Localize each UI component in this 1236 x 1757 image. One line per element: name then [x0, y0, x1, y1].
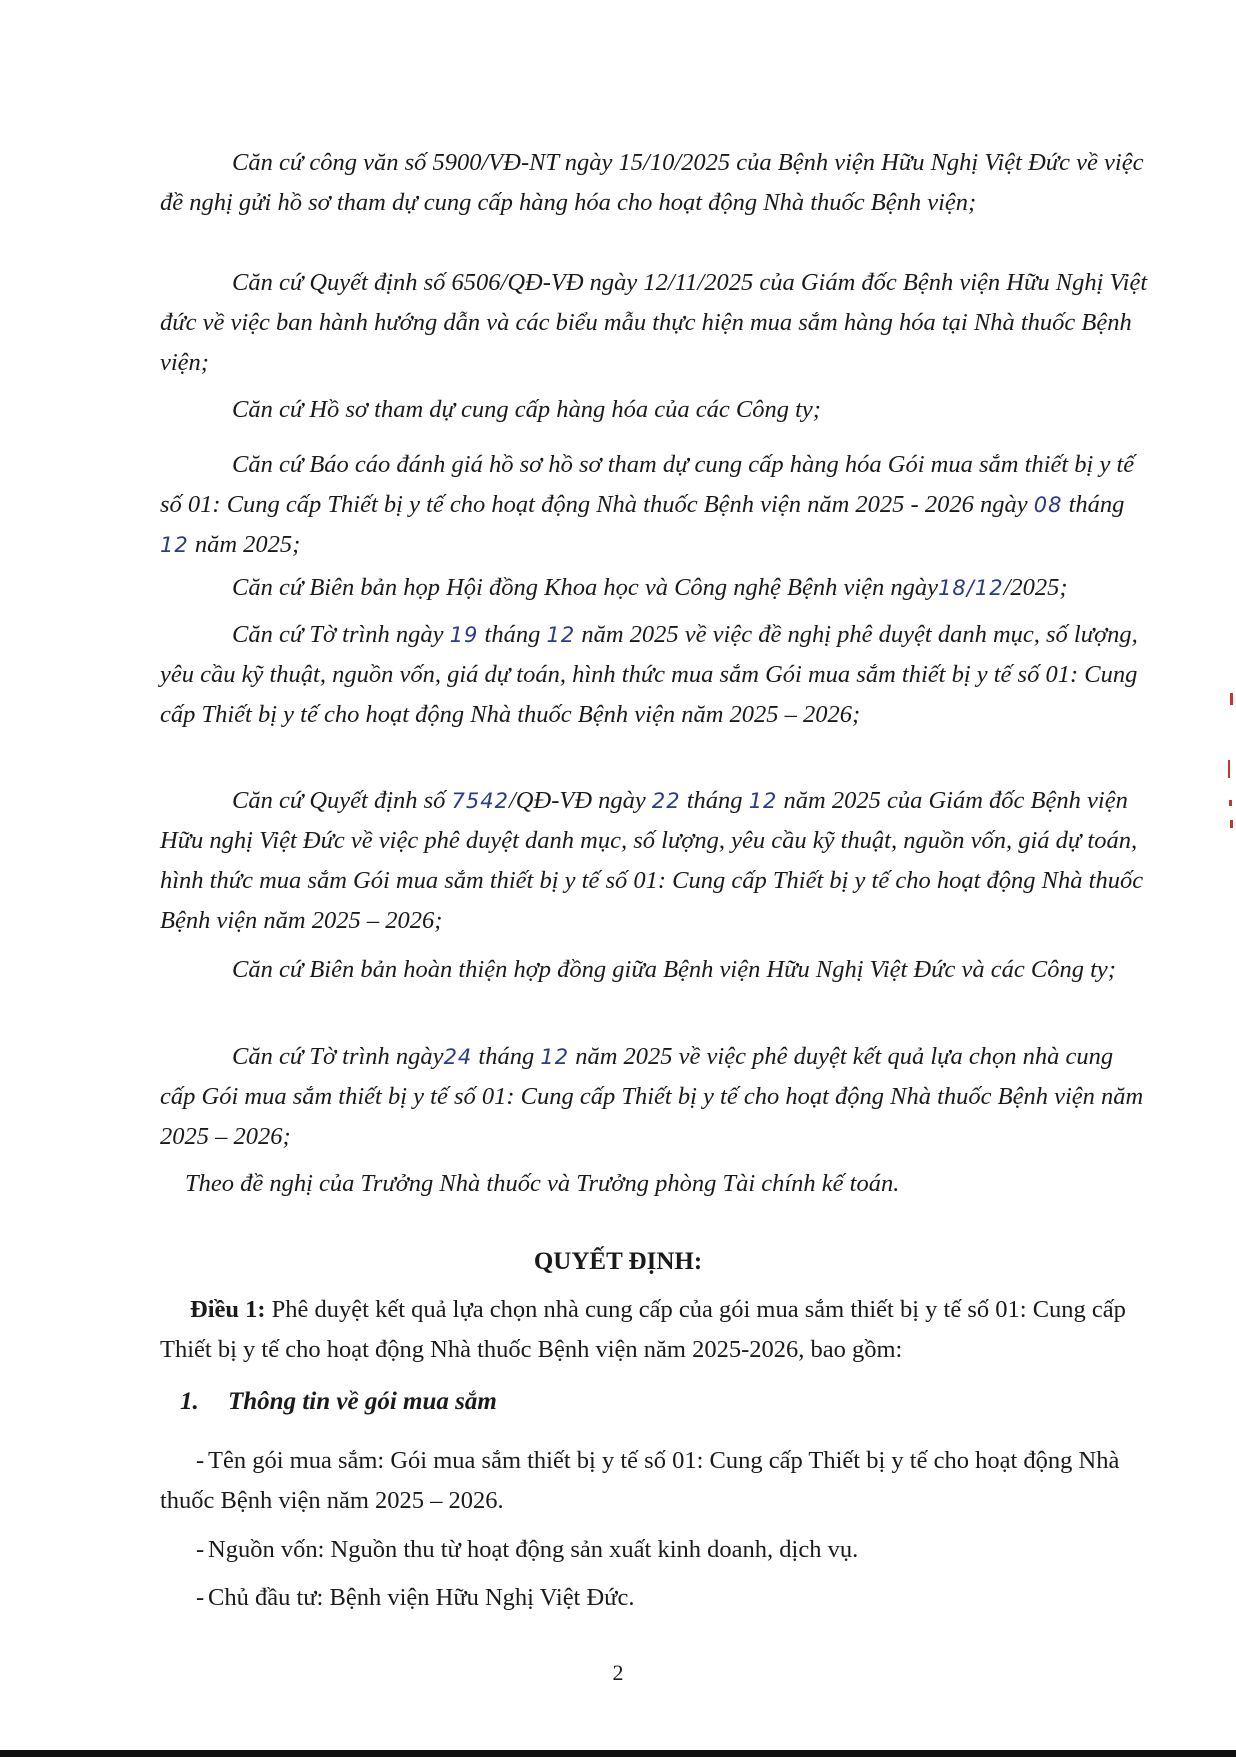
paragraph-text: tháng — [680, 787, 749, 814]
page-number: 2 — [612, 1660, 624, 1685]
paragraph-quyet-dinh-7542 — [160, 781, 1150, 941]
paragraph-bien-ban-hop — [160, 568, 1150, 608]
stamp-edge-mark — [1230, 820, 1233, 828]
paragraph-text: năm 2025; — [188, 531, 301, 558]
handwritten-month: 12 — [748, 789, 778, 813]
handwritten-date: 18/12 — [938, 576, 1004, 600]
handwritten-number: 7542 — [451, 789, 509, 813]
paragraph-hoan-thien-hop-dong — [160, 950, 1150, 990]
handwritten-day: 19 — [449, 623, 479, 647]
bullet-item — [160, 1578, 1150, 1618]
bullet-dash: - — [196, 1447, 205, 1474]
article-1 — [160, 1290, 1150, 1370]
handwritten-month: 12 — [160, 533, 189, 557]
handwritten-month: 12 — [540, 1045, 570, 1069]
paragraph-text: Căn cứ Tờ trình ngày — [232, 621, 450, 648]
paragraph-text: /2025; — [1003, 574, 1068, 601]
paragraph-text: Căn cứ Biên bản họp Hội đồng Khoa học và Công nghệ Bệnh viện ngày — [232, 574, 939, 601]
paragraph-bao-cao — [160, 445, 1150, 565]
paragraph-text: năm 2025 của Giám đốc Bệnh viện Hữu nghị Việt Đức về việc phê duyệt danh mục, số lượng, yêu cầu kỹ thuật, nguồn vốn, giá dự toán, hình thức mua sắm Gói mua sắm thiết bị y tế số 01: Cung cấp Thiết bị y tế cho hoạt động Nhà thuốc Bệnh viện năm 2025 – 2026; — [160, 787, 1144, 934]
paragraph-text: Căn cứ công văn số 5900/VĐ-NT ngày 15/10/2025 của Bệnh viện Hữu Nghị Việt Đức về việc đề nghị gửi hồ sơ tham dự cung cấp hàng hóa cho hoạt động Nhà thuốc Bệnh viện; — [160, 149, 1144, 216]
paragraph-text: Căn cứ Hồ sơ tham dự cung cấp hàng hóa của các Công ty; — [232, 396, 821, 423]
decision-heading: QUYẾT ĐỊNH: — [533, 1248, 703, 1275]
paragraph-text: tháng — [472, 1043, 541, 1070]
stamp-edge-mark — [1229, 800, 1232, 806]
bullet-dash: - — [196, 1584, 205, 1611]
paragraph-quyet-dinh-6506 — [160, 263, 1150, 383]
paragraph-to-trinh-19 — [160, 615, 1150, 735]
handwritten-day: 22 — [651, 789, 681, 813]
paragraph-text: năm 2025 về việc đề nghị phê duyệt danh mục, số lượng, yêu cầu kỹ thuật, nguồn vốn, giá dự toán, hình thức mua sắm Gói mua sắm thiết bị y tế số 01: Cung cấp Thiết bị y tế cho hoạt động Nhà thuốc Bệnh viện năm 2025 – 2026; — [160, 621, 1138, 728]
paragraph-text: Căn cứ Báo cáo đánh giá hồ sơ hồ sơ tham dự cung cấp hàng hóa Gói mua sắm thiết bị y tế số 01: Cung cấp Thiết bị y tế cho hoạt động Nhà thuốc Bệnh viện năm 2025 - 2026 ngày — [160, 451, 1135, 518]
handwritten-month: 12 — [546, 623, 576, 647]
paragraph-text: Căn cứ Tờ trình ngày — [232, 1043, 444, 1070]
section-number: 1. — [180, 1388, 199, 1415]
bullet-dash: - — [196, 1536, 205, 1563]
paragraph-text: năm 2025 về việc phê duyệt kết quả lựa chọn nhà cung cấp Gói mua sắm thiết bị y tế số 01: Cung cấp Thiết bị y tế cho hoạt động Nhà thuốc Bệnh viện năm 2025 – 2026; — [160, 1043, 1144, 1150]
paragraph-text: tháng — [478, 621, 547, 648]
bullet-item — [160, 1530, 1150, 1570]
bullet-text: Chủ đầu tư: Bệnh viện Hữu Nghị Việt Đức. — [208, 1584, 635, 1611]
paragraph-ho-so — [160, 390, 1150, 430]
paragraph-text: /QĐ-VĐ ngày — [509, 787, 652, 814]
paragraph-cong-van — [160, 143, 1150, 223]
paragraph-text: Căn cứ Biên bản hoàn thiện hợp đồng giữa Bệnh viện Hữu Nghị Việt Đức và các Công ty; — [232, 956, 1116, 983]
article-text: Phê duyệt kết quả lựa chọn nhà cung cấp của gói mua sắm thiết bị y tế số 01: Cung cấp Thiết bị y tế cho hoạt động Nhà thuốc Bệnh viện năm 2025-2026, bao gồm: — [160, 1296, 1126, 1363]
scan-bottom-edge — [0, 1750, 1236, 1757]
section-title-text: Thông tin về gói mua sắm — [228, 1388, 497, 1415]
paragraph-to-trinh-24 — [160, 1037, 1150, 1157]
paragraph-de-nghi — [160, 1164, 1150, 1204]
paragraph-text: tháng — [1062, 491, 1125, 518]
paragraph-text: Căn cứ Quyết định số — [232, 787, 452, 814]
article-label: Điều 1: — [190, 1296, 266, 1323]
section-title — [180, 1388, 497, 1416]
paragraph-text: Theo đề nghị của Trưởng Nhà thuốc và Trưởng phòng Tài chính kế toán. — [185, 1170, 900, 1197]
bullet-item — [160, 1441, 1150, 1521]
bullet-text: Nguồn vốn: Nguồn thu từ hoạt động sản xuất kinh doanh, dịch vụ. — [208, 1536, 859, 1563]
stamp-edge-mark — [1228, 760, 1230, 778]
stamp-edge-mark — [1230, 693, 1233, 705]
bullet-text: Tên gói mua sắm: Gói mua sắm thiết bị y tế số 01: Cung cấp Thiết bị y tế cho hoạt động Nhà thuốc Bệnh viện năm 2025 – 2026. — [160, 1447, 1120, 1514]
paragraph-text: Căn cứ Quyết định số 6506/QĐ-VĐ ngày 12/11/2025 của Giám đốc Bệnh viện Hữu Nghị Việt đức về việc ban hành hướng dẫn và các biểu mẫu thực hiện mua sắm hàng hóa tại Nhà thuốc Bệnh viện; — [160, 269, 1148, 376]
handwritten-day: 24 — [443, 1045, 473, 1069]
handwritten-day: 08 — [1033, 493, 1063, 517]
